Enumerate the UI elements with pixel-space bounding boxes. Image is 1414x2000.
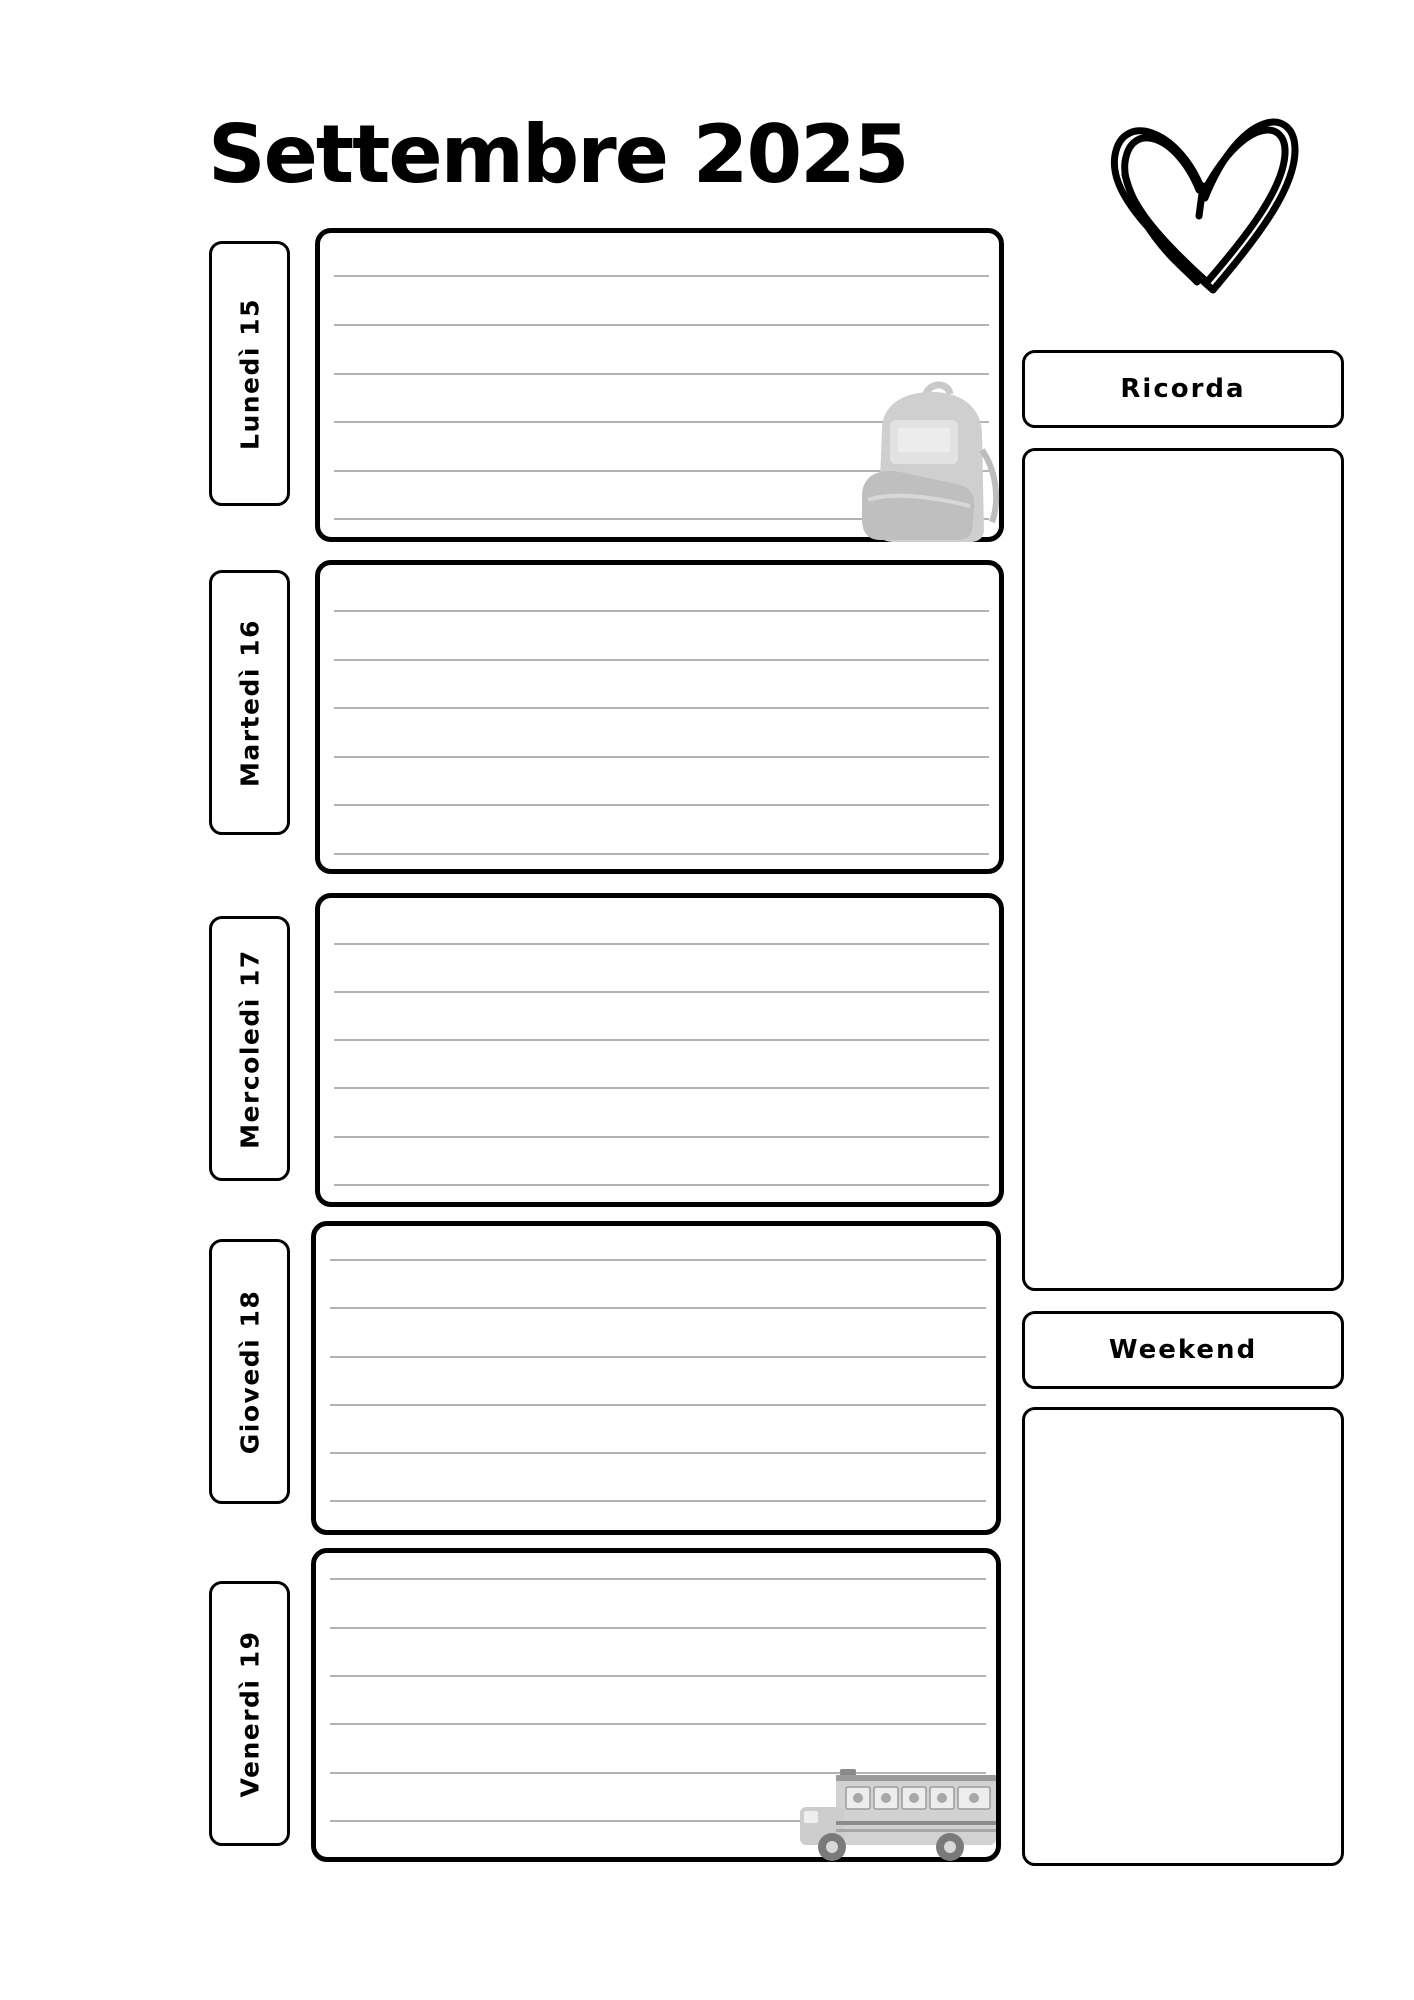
writing-line xyxy=(330,1578,986,1580)
backpack-icon xyxy=(860,380,1002,542)
writing-line xyxy=(330,1356,986,1358)
writing-line xyxy=(330,1307,986,1309)
writing-line xyxy=(334,943,989,945)
writing-line xyxy=(330,1404,986,1406)
remember-box[interactable] xyxy=(1022,448,1344,1291)
day-tab-wednesday xyxy=(209,916,290,1181)
writing-line xyxy=(334,275,989,277)
writing-line xyxy=(330,1259,986,1261)
day-label: Venerdì 19 xyxy=(235,1630,264,1797)
writing-line xyxy=(330,1723,986,1725)
writing-line xyxy=(330,1627,986,1629)
day-label: Lunedì 15 xyxy=(235,297,264,450)
writing-line xyxy=(334,756,989,758)
writing-line xyxy=(334,1184,989,1186)
day-box-wednesday[interactable] xyxy=(315,893,1004,1207)
remember-header: Ricorda xyxy=(1022,350,1344,428)
day-box-thursday[interactable] xyxy=(311,1221,1001,1535)
writing-line xyxy=(330,1675,986,1677)
writing-line xyxy=(330,1452,986,1454)
writing-line xyxy=(334,324,989,326)
writing-line xyxy=(334,1087,989,1089)
writing-line xyxy=(334,659,989,661)
writing-line xyxy=(334,1136,989,1138)
writing-line xyxy=(330,1500,986,1502)
writing-line xyxy=(334,991,989,993)
day-box-tuesday[interactable] xyxy=(315,560,1004,874)
heart-icon xyxy=(1095,90,1305,300)
day-tab-tuesday xyxy=(209,570,290,835)
day-label: Martedì 16 xyxy=(235,618,264,787)
weekend-header: Weekend xyxy=(1022,1311,1344,1389)
writing-line xyxy=(334,1039,989,1041)
day-tab-friday xyxy=(209,1581,290,1846)
page-title: Settembre 2025 xyxy=(208,108,908,201)
weekend-box[interactable] xyxy=(1022,1407,1344,1866)
writing-line xyxy=(334,707,989,709)
day-tab-thursday xyxy=(209,1239,290,1504)
day-label: Giovedì 18 xyxy=(235,1289,264,1454)
day-tab-monday xyxy=(209,241,290,506)
writing-line xyxy=(334,373,989,375)
writing-line xyxy=(334,804,989,806)
writing-line xyxy=(334,610,989,612)
day-label: Mercoledì 17 xyxy=(235,948,264,1149)
writing-line xyxy=(334,853,989,855)
school-bus-icon xyxy=(800,1765,1000,1863)
